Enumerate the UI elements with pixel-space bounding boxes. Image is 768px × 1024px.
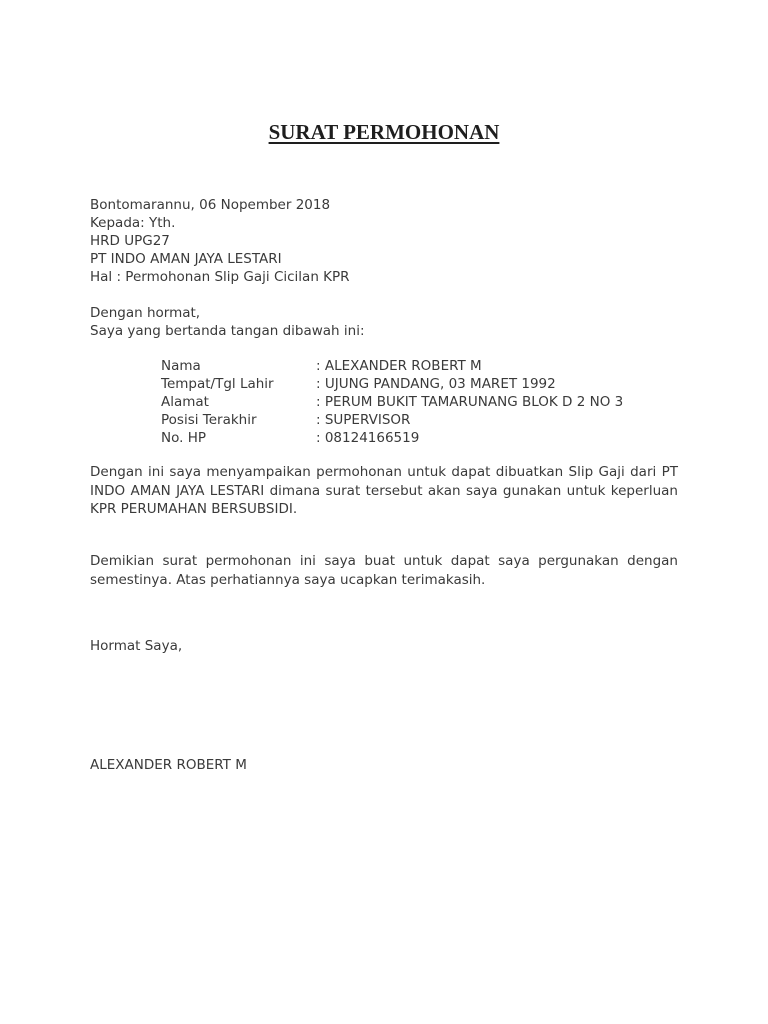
detail-row-address bbox=[161, 393, 623, 411]
closing-paragraph: Demikian surat permohonan ini saya buat untuk dapat saya pergunakan dengan semestinya. Atas perhatiannya saya ucapkan terimakasih. bbox=[90, 553, 678, 588]
letter-greeting bbox=[90, 304, 365, 340]
detail-row-phone bbox=[161, 429, 623, 447]
detail-row-position bbox=[161, 411, 623, 429]
intro-text: Saya yang bertanda tangan dibawah ini: bbox=[90, 323, 365, 339]
signatory-name: ALEXANDER ROBERT M bbox=[90, 757, 247, 773]
detail-row-birth bbox=[161, 375, 623, 393]
letter-subject: Hal : Permohonan Slip Gaji Cicilan KPR bbox=[90, 269, 350, 285]
detail-value: : PERUM BUKIT TAMARUNANG BLOK D 2 NO 3 bbox=[316, 394, 624, 410]
recipient-prefix: Kepada: Yth. bbox=[90, 215, 176, 231]
recipient-department: HRD UPG27 bbox=[90, 233, 170, 249]
detail-label: Alamat bbox=[161, 394, 209, 410]
detail-label: No. HP bbox=[161, 430, 206, 446]
detail-value: : UJUNG PANDANG, 03 MARET 1992 bbox=[316, 376, 556, 392]
applicant-details bbox=[161, 357, 623, 447]
detail-label: Nama bbox=[161, 358, 201, 374]
closing-salutation: Hormat Saya, bbox=[90, 638, 183, 654]
letter-title-container bbox=[0, 120, 768, 145]
recipient-company: PT INDO AMAN JAYA LESTARI bbox=[90, 251, 282, 267]
detail-label: Posisi Terakhir bbox=[161, 412, 257, 428]
place-date: Bontomarannu, 06 Nopember 2018 bbox=[90, 197, 331, 213]
detail-value: : 08124166519 bbox=[316, 430, 420, 446]
request-paragraph: Dengan ini saya menyampaikan permohonan untuk dapat dibuatkan Slip Gaji dari PT INDO AMAN JAYA LESTARI dimana surat tersebut akan saya gunakan untuk keperluan KPR PERUMAHAN BERSUBSIDI. bbox=[90, 464, 678, 517]
detail-value: : SUPERVISOR bbox=[316, 412, 411, 428]
detail-row-name bbox=[161, 357, 623, 375]
letter-header bbox=[90, 196, 350, 286]
salutation: Dengan hormat, bbox=[90, 305, 201, 321]
letter-title: SURAT PERMOHONAN bbox=[268, 120, 500, 144]
detail-label: Tempat/Tgl Lahir bbox=[161, 376, 274, 392]
detail-value: : ALEXANDER ROBERT M bbox=[316, 358, 482, 374]
